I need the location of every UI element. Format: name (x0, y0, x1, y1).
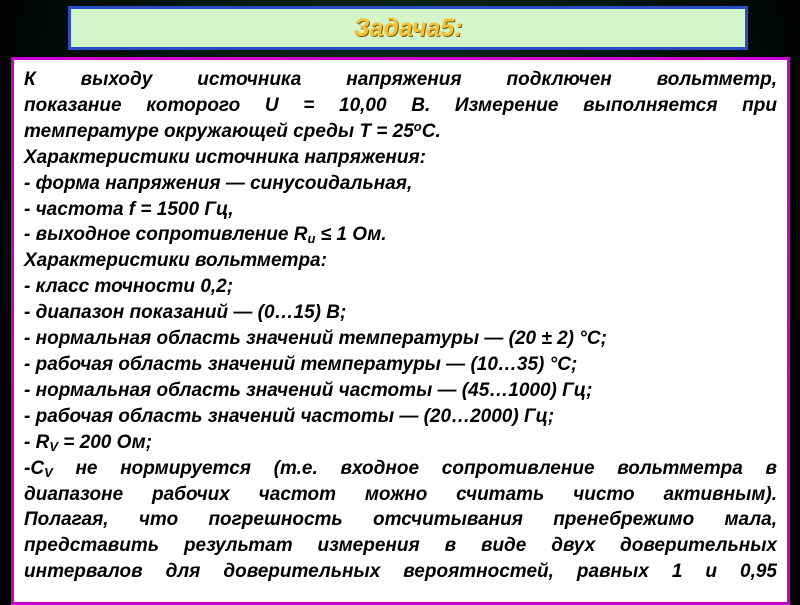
voltmeter-capacitance (24, 456, 777, 482)
source-output-resistance (24, 222, 777, 248)
rv-subscript: V (49, 438, 58, 454)
voltmeter-accuracy-class: - класс точности 0,2; (24, 276, 234, 298)
voltmeter-range: - диапазон показаний — (0…15) В; (24, 302, 347, 324)
cv-text: не нормируется (т.е. входное сопротивление вольтметра в (52, 457, 777, 479)
task-line-3: интервалов для доверительных вероятностей, равных 1 и 0,95 (24, 561, 777, 583)
cv-subscript: V (44, 464, 53, 480)
degree-mark: o (413, 118, 422, 134)
problem-text-box (11, 57, 790, 605)
capacitance-continuation: диапазоне рабочих частот можно считать чисто активным). (24, 483, 777, 505)
voltmeter-input-resistance (24, 430, 777, 456)
rv-value: = 200 Ом; (58, 431, 153, 453)
source-rout-subscript: u (307, 231, 316, 247)
intro-line-1: К выходу источника напряжения подключен вольтметр, (24, 69, 777, 90)
source-frequency: - частота f = 1500 Гц, (24, 198, 234, 220)
source-characteristics-header: Характеристики источника напряжения: (24, 146, 426, 168)
page-title: Задача5: (353, 13, 463, 42)
voltmeter-temp-normal: - нормальная область значений температуры — (20 ± 2) °С; (24, 328, 607, 350)
title-banner (68, 6, 748, 50)
voltmeter-freq-working: - рабочая область значений частоты — (20…2000) Гц; (24, 405, 555, 427)
rv-label: - R (24, 431, 50, 453)
task-line-1: Полагая, что погрешность отсчитывания пренебрежимо мала, (24, 509, 777, 531)
task-line-2: представить результат измерения в виде двух доверительных (24, 535, 777, 557)
source-waveform: - форма напряжения — синусоидальная, (24, 172, 413, 194)
voltmeter-temp-working: - рабочая область значений температуры — (10…35) °С; (24, 353, 578, 375)
source-rout-value: ≤ 1 Ом. (315, 224, 387, 246)
intro-line-3-unit: C. (421, 120, 441, 142)
intro-line-3 (24, 119, 777, 145)
source-rout-label: - выходное сопротивление R (24, 224, 308, 246)
intro-line-2: показание которого U = 10,00 В. Измерение выполняется при (24, 94, 777, 116)
voltmeter-characteristics-header: Характеристики вольтметра: (24, 250, 327, 272)
voltmeter-freq-normal: - нормальная область значений частоты — (45…1000) Гц; (24, 379, 593, 401)
cv-label: -C (24, 457, 45, 479)
intro-line-3-text: температуре окружающей среды T = 25 (24, 120, 414, 142)
